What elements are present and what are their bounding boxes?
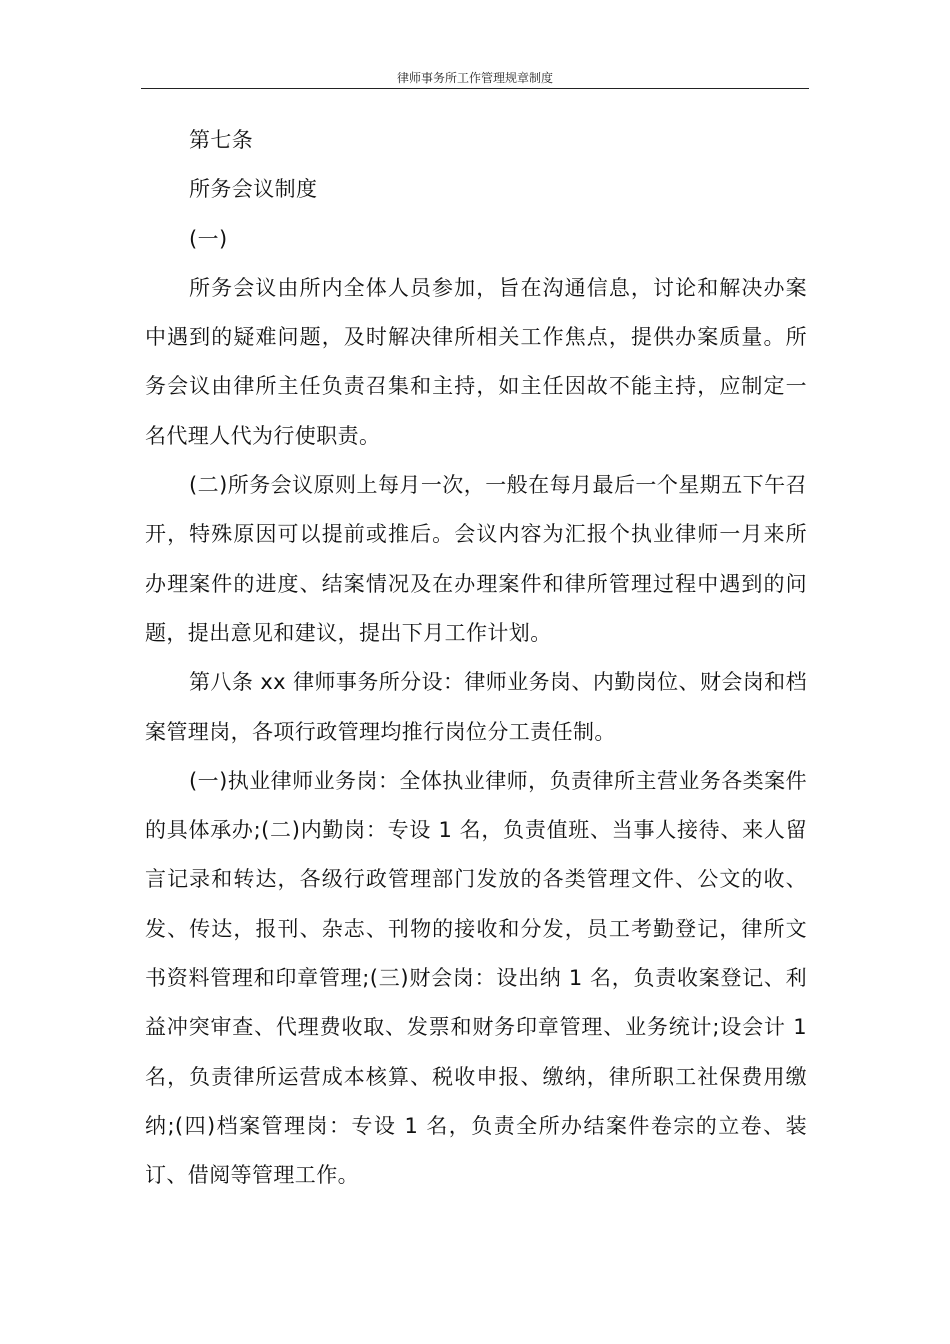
- section-title: 所务会议制度: [189, 177, 318, 202]
- paragraph-meeting-schedule: (二)所务会议原则上每月一次，一般在每月最后一个星期五下午召开，特殊原因可以提前或推后。会议内容为汇报个执业律师一月来所办理案件的进度、结案情况及在办理案件和律所管理过程中遇到的问题，提出意见和建议，提出下月工作计划。: [145, 473, 807, 645]
- paragraph-article-8: 第八条 xx 律师事务所分设：律师业务岗、内勤岗位、财会岗和档案管理岗，各项行政管理均推行岗位分工责任制。: [145, 670, 807, 744]
- paragraph-meeting-purpose: 所务会议由所内全体人员参加，旨在沟通信息，讨论和解决办案中遇到的疑难问题，及时解决律所相关工作焦点，提供办案质量。所务会议由律所主任负责召集和主持，如主任因故不能主持，应制定一名代理人代为行使职责。: [145, 275, 807, 448]
- running-header: 律师事务所工作管理规章制度: [396, 71, 553, 85]
- document-body: [145, 116, 807, 1201]
- header-rule: [141, 88, 809, 89]
- paragraph-job-positions: (一)执业律师业务岗：全体执业律师，负责律所主营业务各类案件的具体承办;(二)内勤岗：专设 1 名，负责值班、当事人接待、来人留言记录和转达，各级行政管理部门发放的各类管理文件、公文的收、发、传达，报刊、杂志、刊物的接收和分发，员工考勤登记，律所文书资料管理和印章管理;(三)财会岗：设出纳 1 名，负责收案登记、利益冲突审查、代理费收取、发票和财务印章管理、业务统计;设会计 1 名，负责律所运营成本核算、税收申报、缴纳，律所职工社保费用缴纳;(四)档案管理岗：专设 1 名，负责全所办结案件卷宗的立卷、装订、借阅等管理工作。: [145, 768, 807, 1188]
- item-1-marker: (一): [189, 226, 228, 251]
- article-7-heading: 第七条: [189, 128, 254, 152]
